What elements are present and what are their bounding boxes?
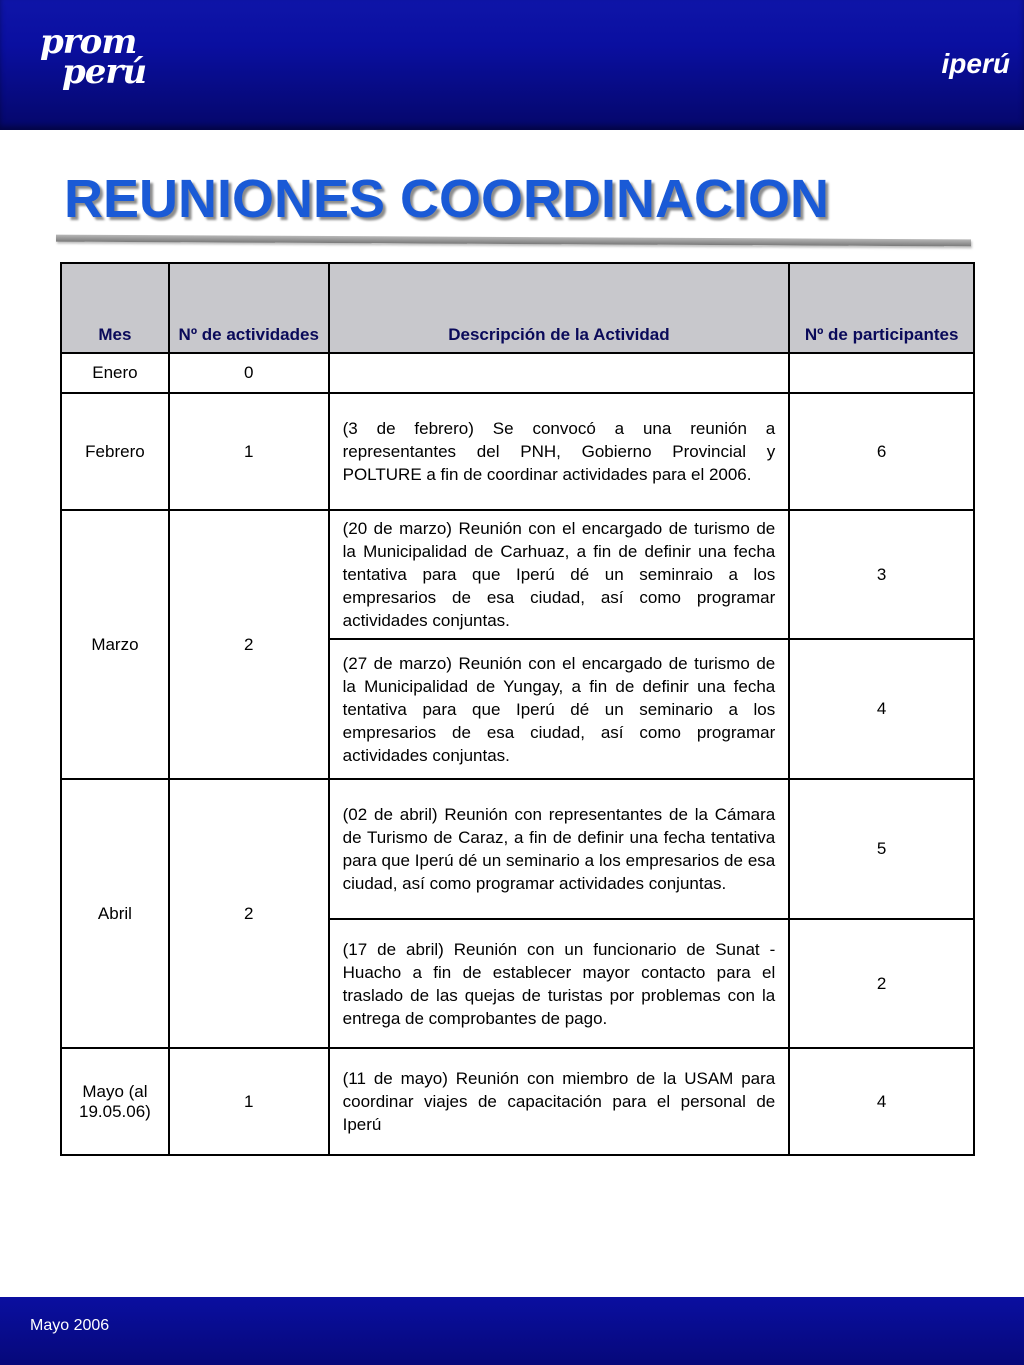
cell-participantes: 4 [789, 1048, 974, 1155]
cell-mes: Abril [61, 779, 169, 1048]
logo-line-1: prom [40, 22, 137, 62]
cell-actividades: 1 [169, 1048, 329, 1155]
table-row [61, 353, 974, 393]
table-row [61, 1048, 974, 1155]
iperu-brand: iperú [941, 48, 1010, 79]
header-participantes: Nº de participantes [789, 263, 974, 353]
cell-participantes: 5 [789, 779, 974, 919]
logo-line-2: perú [62, 52, 147, 92]
page-title: REUNIONES COORDINACION [64, 169, 830, 229]
cell-descripcion: (3 de febrero) Se convocó a una reunión a representantes del PNH, Gobierno Provincial y POLTURE a fin de coordinar actividades para el 2006. [329, 393, 790, 510]
cell-participantes: 6 [789, 393, 974, 510]
meetings-table [60, 262, 975, 1156]
table-row [61, 779, 974, 919]
cell-descripcion [329, 353, 790, 393]
header-descripcion: Descripción de la Actividad [329, 263, 790, 353]
header-actividades: Nº de actividades [169, 263, 329, 353]
cell-actividades: 0 [169, 353, 329, 393]
cell-participantes: 2 [789, 919, 974, 1048]
title-underline [56, 235, 971, 247]
cell-participantes: 3 [789, 510, 974, 639]
footer-date: Mayo 2006 [30, 1317, 110, 1334]
table-row [61, 393, 974, 510]
cell-mes: Marzo [61, 510, 169, 779]
cell-actividades: 1 [169, 393, 329, 510]
cell-mes: Enero [61, 353, 169, 393]
cell-mes: Febrero [61, 393, 169, 510]
cell-descripcion: (02 de abril) Reunión con representantes de la Cámara de Turismo de Caraz, a fin de definir una fecha tentativa para que Iperú dé un seminario a los empresarios de esa ciudad, así como programar actividades conjuntas. [329, 779, 790, 919]
cell-mes: Mayo (al 19.05.06) [61, 1048, 169, 1155]
cell-descripcion: (11 de mayo) Reunión con miembro de la USAM para coordinar viajes de capacitación para el personal de Iperú [329, 1048, 790, 1155]
header-bar [0, 0, 1024, 130]
header-mes: Mes [61, 263, 169, 353]
promperu-logo [34, 22, 147, 102]
cell-descripcion: (27 de marzo) Reunión con el encargado de turismo de la Municipalidad de Yungay, a fin de definir una fecha tentativa para que Iperú dé un seminario a los empresarios de esa ciudad, así como programar actividades conjuntas. [329, 639, 790, 779]
table-row [61, 510, 974, 639]
footer-bar [0, 1297, 1024, 1365]
cell-participantes [789, 353, 974, 393]
cell-participantes: 4 [789, 639, 974, 779]
cell-actividades: 2 [169, 510, 329, 779]
table-header-row [61, 263, 974, 353]
cell-actividades: 2 [169, 779, 329, 1048]
cell-descripcion: (20 de marzo) Reunión con el encargado de turismo de la Municipalidad de Carhuaz, a fin de definir una fecha tentativa para que Iperú dé un seminraio a los empresarios de esa ciudad, así como programar actividades conjuntas. [329, 510, 790, 639]
cell-descripcion: (17 de abril) Reunión con un funcionario de Sunat - Huacho a fin de establecer mayor contacto para el traslado de las quejas de turistas por problemas con la entrega de comprobantes de pago. [329, 919, 790, 1048]
